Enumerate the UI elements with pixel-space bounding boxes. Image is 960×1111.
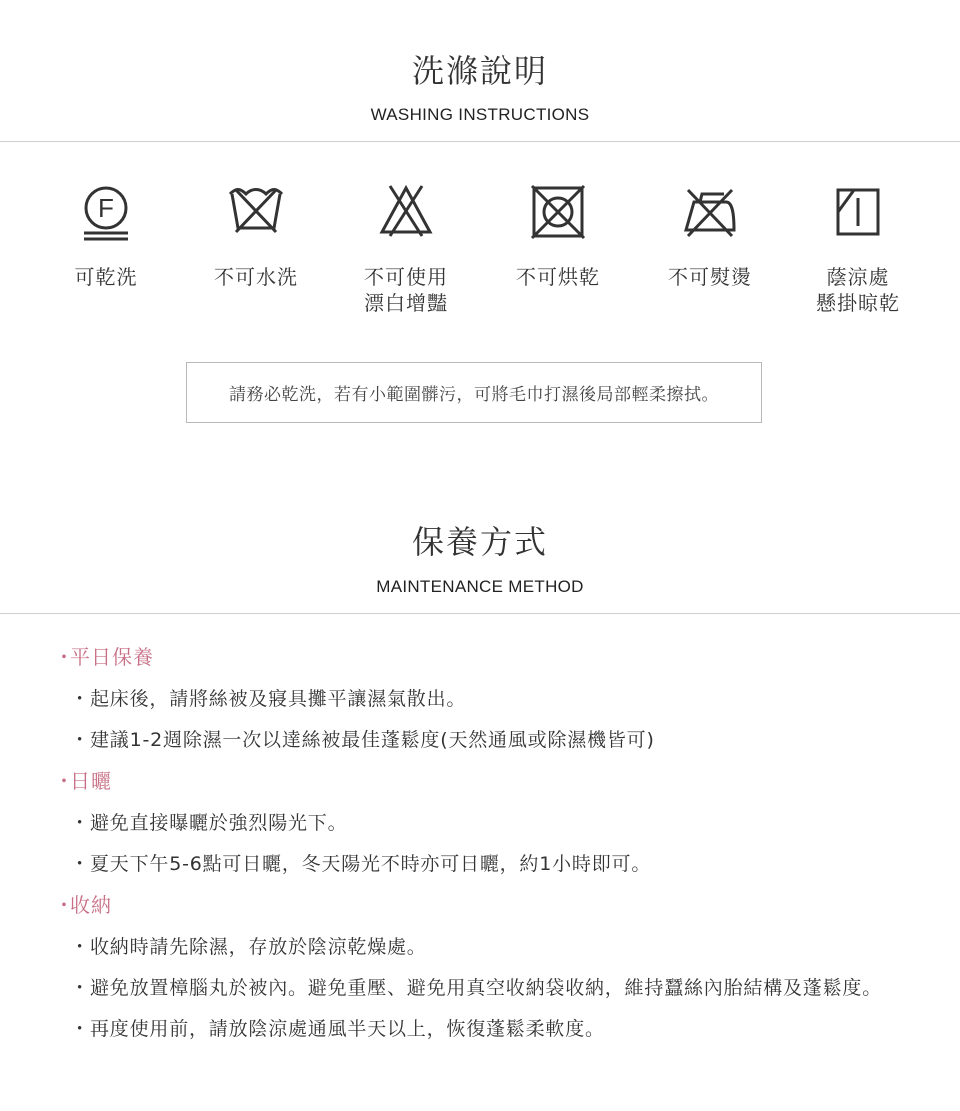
item-bullet: ・ [70,1018,90,1040]
category-heading-storage [54,890,934,920]
no-tumble-dry-icon [528,182,588,242]
item-text: 避免直接曝曬於強烈陽光下。 [90,812,348,834]
maintenance-subtitle: MAINTENANCE METHOD [376,577,584,596]
care-label: 不可熨燙 [668,265,752,289]
list-item [70,932,934,962]
maintenance-list [54,642,934,1055]
list-item [70,684,934,714]
list-item [70,849,934,879]
list-item [70,808,934,838]
item-bullet: ・ [70,977,90,999]
svg-text:F: F [98,193,114,223]
care-label: 不可水洗 [214,265,298,289]
care-item-dry-clean [36,182,176,290]
care-item-no-tumble-dry [488,182,628,290]
list-item [70,973,934,1003]
item-text: 收納時請先除濕，存放於陰涼乾燥處。 [90,936,427,958]
care-item-no-bleach [336,182,476,316]
item-bullet: ・ [70,853,90,875]
item-bullet: ・ [70,812,90,834]
category-heading-label: 平日保養 [70,645,154,669]
maintenance-divider [0,613,960,614]
maintenance-title: 保養方式 [411,523,548,561]
shade-line-dry-icon [828,182,888,242]
care-label: 懸掛晾乾 [816,291,900,315]
care-label: 蔭涼處 [826,265,890,289]
item-text: 夏天下午5-6點可日曬，冬天陽光不時亦可日曬，約1小時即可。 [90,853,652,875]
care-label: 不可使用 [364,265,448,289]
category-bullet: ・ [54,645,75,669]
care-label: 不可烘乾 [516,265,600,289]
dry-clean-note: 請務必乾洗，若有小範圍髒污，可將毛巾打濕後局部輕柔擦拭。 [186,362,762,423]
category-heading-label: 收納 [70,893,112,917]
no-bleach-icon [376,182,436,242]
washing-subtitle: WASHING INSTRUCTIONS [370,105,590,124]
item-text: 建議1-2週除濕一次以達絲被最佳蓬鬆度(天然通風或除濕機皆可) [90,729,655,751]
list-item [70,1014,934,1044]
category-heading-sun [54,766,934,796]
dry-clean-icon [76,182,136,242]
category-heading-daily [54,642,934,672]
item-bullet: ・ [70,936,90,958]
care-item-no-iron [640,182,780,290]
item-bullet: ・ [70,729,90,751]
no-water-wash-icon [226,182,286,242]
no-iron-icon [680,182,740,242]
item-text: 起床後，請將絲被及寢具攤平讓濕氣散出。 [90,688,467,710]
washing-divider [0,141,960,142]
category-heading-label: 日曬 [70,769,112,793]
category-bullet: ・ [54,769,75,793]
item-text: 再度使用前，請放陰涼處通風半天以上，恢復蓬鬆柔軟度。 [90,1018,605,1040]
item-bullet: ・ [70,688,90,710]
care-label: 可乾洗 [74,265,138,289]
care-item-shade-line-dry [788,182,928,316]
care-label: 漂白增豔 [364,291,448,315]
category-bullet: ・ [54,893,75,917]
care-item-no-water-wash [186,182,326,290]
washing-title: 洗滌說明 [411,52,548,90]
list-item [70,725,934,755]
item-text: 避免放置樟腦丸於被內。避免重壓、避免用真空收納袋收納，維持蠶絲內胎結構及蓬鬆度。 [90,977,883,999]
